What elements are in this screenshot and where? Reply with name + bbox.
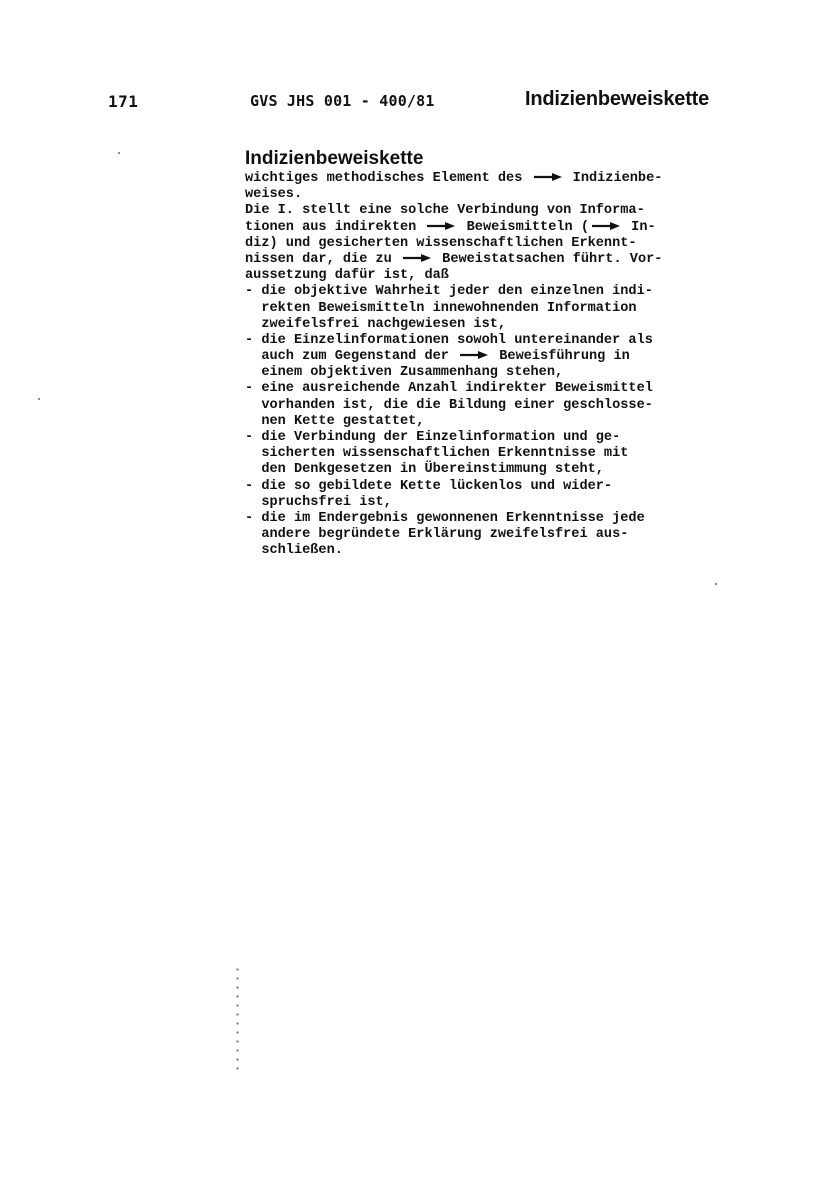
right-arrow-icon xyxy=(533,172,563,182)
scan-speck xyxy=(715,583,717,585)
entry-text: einem objektiven Zusammenhang stehen, xyxy=(245,365,564,381)
entry-line xyxy=(245,220,755,236)
entry-text: Indizienbe- xyxy=(564,171,663,186)
entry-line xyxy=(245,268,755,284)
entry-line xyxy=(245,333,755,349)
entry-text: In- xyxy=(623,219,656,235)
running-title: Indizienbeweiskette xyxy=(525,88,710,110)
entry-line xyxy=(245,317,755,333)
scan-speck xyxy=(38,398,40,400)
margin-dots xyxy=(236,965,239,1075)
entry-heading: Indizienbeweiskette xyxy=(245,148,424,169)
entry-line xyxy=(245,236,755,252)
entry-line xyxy=(245,284,755,300)
entry-line xyxy=(245,527,755,543)
right-arrow-icon xyxy=(591,221,621,231)
entry-text: - die Verbindung der Einzelinformation und ge- xyxy=(245,430,621,445)
entry-text: weises. xyxy=(245,187,303,203)
entry-text: - die so gebildete Kette lückenlos und wider- xyxy=(245,478,613,494)
entry-line xyxy=(245,414,755,430)
entry-body xyxy=(245,171,755,560)
entry-line xyxy=(245,252,755,268)
page-number: 171 xyxy=(108,92,139,111)
entry-line xyxy=(245,430,755,446)
entry-text: Beweisführung in xyxy=(491,349,630,365)
right-arrow-icon xyxy=(459,350,489,360)
entry-text: Die I. stellt eine solche Verbindung von Informa- xyxy=(245,203,645,219)
entry-line xyxy=(245,446,755,462)
entry-text: andere begründete Erklärung zweifelsfrei aus- xyxy=(245,527,629,543)
entry-line xyxy=(245,479,755,495)
entry-text: wichtiges methodisches Element des xyxy=(245,171,531,186)
entry-text: Beweistatsachen führt. Vor- xyxy=(434,251,663,267)
dictionary-entry xyxy=(245,148,755,560)
entry-text: zweifelsfrei nachgewiesen ist, xyxy=(245,316,507,332)
entry-line xyxy=(245,462,755,478)
right-arrow-icon xyxy=(426,221,456,231)
entry-line xyxy=(245,495,755,511)
entry-text: schließen. xyxy=(245,543,343,559)
entry-text: aussetzung dafür ist, daß xyxy=(245,268,449,284)
entry-line xyxy=(245,511,755,527)
entry-text: - die Einzelinformationen sowohl untereinander als xyxy=(245,332,653,348)
entry-text: spruchsfrei ist, xyxy=(245,494,392,510)
document-reference: GVS JHS 001 - 400/81 xyxy=(250,92,435,110)
entry-line xyxy=(245,398,755,414)
entry-text: diz) und gesicherten wissenschaftlichen Erkennt- xyxy=(245,235,637,251)
entry-line xyxy=(245,171,755,187)
entry-line xyxy=(245,543,755,559)
entry-text: - die im Endergebnis gewonnenen Erkenntnisse jede xyxy=(245,510,645,526)
entry-text: rekten Beweismitteln innewohnenden Information xyxy=(245,300,637,316)
entry-text: den Denkgesetzen in Übereinstimmung steht, xyxy=(245,462,604,478)
entry-text: sicherten wissenschaftlichen Erkenntnisse mit xyxy=(245,446,629,462)
entry-line xyxy=(245,203,755,219)
entry-text: nen Kette gestattet, xyxy=(245,413,425,429)
entry-line xyxy=(245,349,755,365)
entry-text: auch zum Gegenstand der xyxy=(245,349,458,365)
entry-text: - eine ausreichende Anzahl indirekter Beweismittel xyxy=(245,381,653,397)
entry-text: Beweismitteln ( xyxy=(458,219,589,235)
entry-text: - die objektive Wahrheit jeder den einzelnen indi- xyxy=(245,284,653,300)
right-arrow-icon xyxy=(402,253,432,263)
entry-text: tionen aus indirekten xyxy=(245,219,425,235)
entry-line xyxy=(245,187,755,203)
entry-text: vorhanden ist, die die Bildung einer geschlosse- xyxy=(245,397,653,413)
entry-line xyxy=(245,365,755,381)
entry-text: nissen dar, die zu xyxy=(245,251,400,267)
scan-speck xyxy=(118,152,120,154)
entry-line xyxy=(245,381,755,397)
entry-line xyxy=(245,301,755,317)
